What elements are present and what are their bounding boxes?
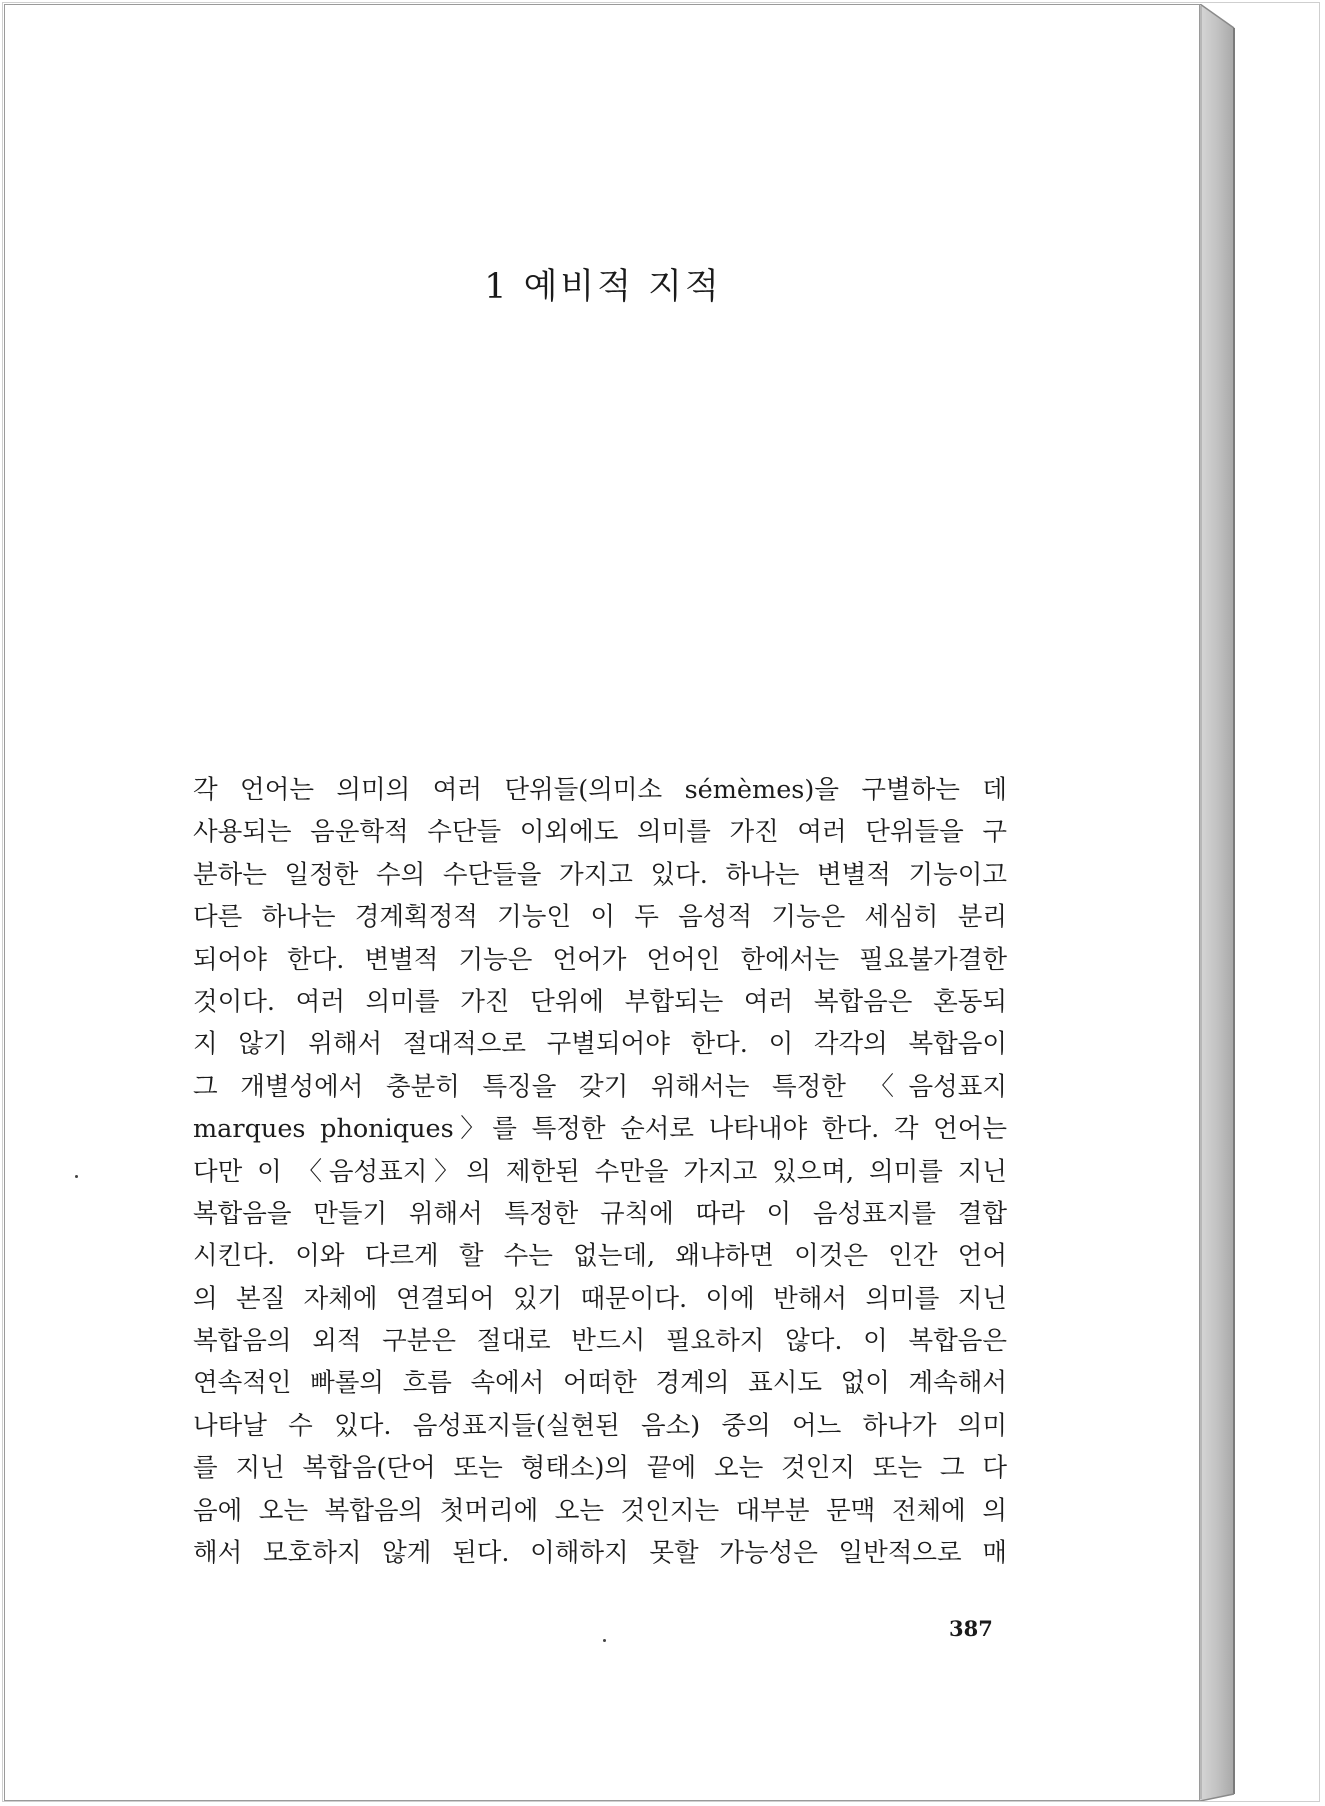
text-line: 복합음을 만들기 위해서 특정한 규칙에 따라 이 음성표지를 결합 [193,1198,1007,1229]
scan-speck [603,1639,606,1642]
text-line: marques phoniques〉를 특정한 순서로 나타내야 한다. 각 언어는 [193,1114,1007,1145]
text-line: 의 본질 자체에 연결되어 있기 때문이다. 이에 반해서 의미를 지닌 [193,1283,1007,1314]
text-line: 음에 오는 복합음의 첫머리에 오는 것인지는 대부분 문맥 전체에 의 [193,1495,1007,1526]
chapter-title: 1 예비적 지적 [484,267,722,307]
text-line: 복합음의 외적 구분은 절대로 반드시 필요하지 않다. 이 복합음은 [193,1326,1007,1357]
body-text [193,769,1007,1574]
text-line: 연속적인 빠롤의 흐름 속에서 어떠한 경계의 표시도 없이 계속해서 [193,1368,1007,1399]
text-line: 그 개별성에서 충분히 특징을 갖기 위해서는 특정한 〈음성표지 [193,1071,1007,1102]
text-line: 되어야 한다. 변별적 기능은 언어가 언어인 한에서는 필요불가결한 [193,944,1007,975]
text-line: 다만 이 〈음성표지〉의 제한된 수만을 가지고 있으며, 의미를 지닌 [193,1156,1007,1187]
text-line: 해서 모호하지 않게 된다. 이해하지 못할 가능성은 일반적으로 매 [193,1538,1007,1569]
text-line: 나타날 수 있다. 음성표지들(실현된 음소) 중의 어느 하나가 의미 [193,1410,1007,1441]
page-stack-edge [1200,4,1240,1801]
text-line: 다른 하나는 경계획정적 기능인 이 두 음성적 기능은 세심히 분리 [193,902,1007,933]
text-line: 것이다. 여러 의미를 가진 단위에 부합되는 여러 복합음은 혼동되 [193,986,1007,1017]
scan-speck [75,1175,78,1178]
text-line: 사용되는 음운학적 수단들 이외에도 의미를 가진 여러 단위들을 구 [193,817,1007,848]
book-page [4,4,1200,1801]
page-number: 387 [949,1616,993,1641]
text-line: 를 지닌 복합음(단어 또는 형태소)의 끝에 오는 것인지 또는 그 다 [193,1453,1007,1484]
text-line: 지 않기 위해서 절대적으로 구별되어야 한다. 이 각각의 복합음이 [193,1029,1007,1060]
text-line: 분하는 일정한 수의 수단들을 가지고 있다. 하나는 변별적 기능이고 [193,859,1007,890]
text-line: 각 언어는 의미의 여러 단위들(의미소 sémèmes)을 구별하는 데 [193,775,1007,805]
text-line: 시킨다. 이와 다르게 할 수는 없는데, 왜냐하면 이것은 인간 언어 [193,1241,1007,1272]
